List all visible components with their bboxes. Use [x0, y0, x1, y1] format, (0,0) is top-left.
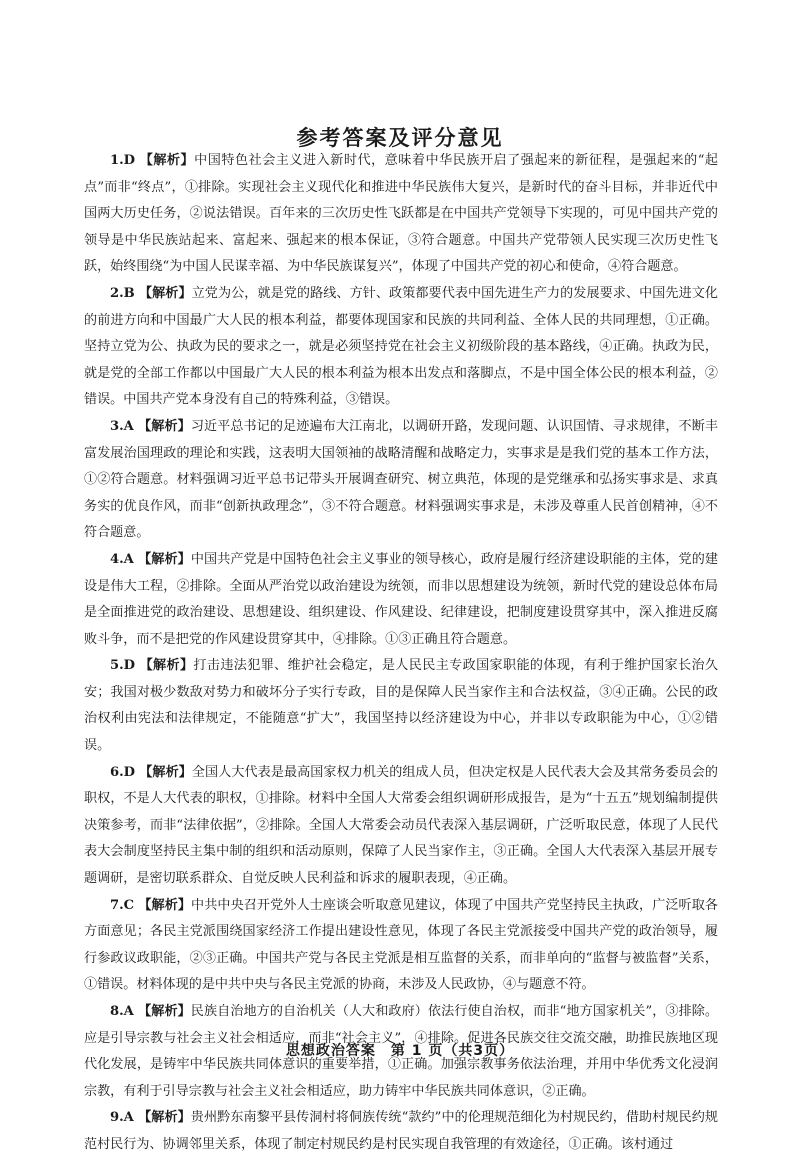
answer-item	[84, 893, 718, 999]
answer-text: 习近平总书记的足迹遍布大江南北，以调研开路，发现问题、认识国情、寻求规律，不断丰富发展治国理政的理论和实践，这表明大国领袖的战略清醒和战略定力，实事求是是我们党的基本工作方法，①②符合题意。材料强调习近平总书记带头开展调查研究、树立典范，体现的是党继承和弘扬实事求是、求真务实的优良作风，而非“创新执政理念”，③不符合题意。材料强调实事求是，未涉及尊重人民首创精神，④不符合题意。	[84, 418, 718, 541]
answer-list	[84, 148, 718, 1159]
answer-text: 贵州黔东南黎平县传洞村将侗族传统“款约”中的伦理规范细化为村规民约，借助村规民约规范村民行为、协调邻里关系，体现了制定村规民约是村民实现自我管理的有效途径，①正确。该村通过	[84, 1110, 719, 1152]
answer-text: 民族自治地方的自治机关（人大和政府）依法行使自治权，而非“地方国家机关”，③排除。应是引导宗教与社会主义社会相适应，而非“社会主义”，④排除。促进各民族交往交流交融，助推民族地区现代化发展，是铸牢中华民族共同体意识的重要举措，①正确。加强宗教事务依法治理，并用中华优秀文化浸润宗教，有利于引导宗教与社会主义社会相适应，助力铸牢中华民族共同体意识，②正确。	[84, 1004, 719, 1099]
answer-number: 8.A	[110, 1004, 134, 1019]
answer-number: 1.D	[110, 153, 136, 168]
answer-item	[84, 281, 718, 414]
analysis-tag: 【解析】	[139, 764, 192, 780]
answer-item	[84, 1105, 718, 1158]
page-footer: 思想政治答案 第 1 页（共3页）	[285, 1043, 515, 1059]
answer-text: 中国共产党是中国特色社会主义事业的领导核心，政府是履行经济建设职能的主体，党的建设是伟大工程，②排除。全面从严治党以政治建设为统领，而非以思想建设为统领，新时代党的建设总体布局是全面推进党的政治建设、思想建设、组织建设、作风建设、纪律建设，把制度建设贯穿其中，深入推进反腐败斗争，而不是把党的作风建设贯穿其中，④排除。①③正确且符合题意。	[84, 551, 718, 647]
analysis-tag: 【解析】	[138, 418, 191, 434]
answer-text: 中共中央召开党外人士座谈会听取意见建议，体现了中国共产党坚持民主执政，广泛听取各方面意见；各民主党派围绕国家经济工作提出建设性意见，体现了各民主党派接受中国共产党的政治领导，履行参政议政职能，②③正确。中国共产党与各民主党派是相互监督的关系，而非单向的“监督与被监督”关系，①错误。材料体现的是中共中央与各民主党派的协商，未涉及人民政协，④与题意不符。	[84, 897, 718, 993]
answer-item	[84, 653, 718, 759]
answer-number: 5.D	[110, 658, 136, 674]
answer-number: 2.B	[110, 285, 135, 301]
answer-number: 6.D	[110, 764, 136, 780]
answer-text: 中国特色社会主义进入新时代，意味着中华民族开启了强起来的新征程，是强起来的“起点”而非“终点”，①排除。实现社会主义现代化和推进中华民族伟大复兴，是新时代的奋斗目标，并非近代中国两大历史任务，②说法错误。百年来的三次历史性飞跃都是在中国共产党领导下实现的，可见中国共产党的领导是中华民族站起来、富起来、强起来的根本保证，③符合题意。中国共产党带领人民实现三次历史性飞跃，始终围绕“为中国人民谋幸福、为中华民族谋复兴”，体现了中国共产党的初心和使命，④符合题意。	[84, 153, 718, 275]
analysis-tag: 【解析】	[138, 1110, 191, 1126]
answer-item	[84, 414, 718, 547]
answer-item	[84, 547, 718, 653]
analysis-tag: 【解析】	[138, 897, 192, 913]
answer-number: 7.C	[110, 897, 135, 913]
analysis-tag: 【解析】	[138, 551, 191, 567]
page-title: 参考答案及评分意见	[296, 126, 504, 150]
analysis-tag: 【解析】	[139, 658, 194, 674]
answer-text: 立党为公，就是党的路线、方针、政策都要代表中国先进生产力的发展要求、中国先进文化的前进方向和中国最广大人民的根本利益，都要体现国家和民族的共同利益、全体人民的共同理想，①正确。坚持立党为公、执政为民的要求之一，就是必须坚持党在社会主义初级阶段的基本路线，④正确。执政为民，就是党的全部工作都以中国最广大人民的根本利益为根本出发点和落脚点，不是中国全体公民的根本利益，②错误。中国共产党本身没有自己的特殊利益，③错误。	[84, 285, 719, 408]
analysis-tag: 【解析】	[138, 1004, 191, 1019]
answer-text: 打击违法犯罪、维护社会稳定，是人民民主专政国家职能的体现，有利于维护国家长治久安；我国对极少数敌对势力和破坏分子实行专政，目的是保障人民当家作主和合法权益，③④正确。公民的政治权利由宪法和法律规定，不能随意“扩大”，我国坚持以经济建设为中心，并非以专政职能为中心，①②错误。	[84, 658, 718, 754]
answer-number: 9.A	[110, 1110, 134, 1126]
answer-number: 3.A	[110, 418, 134, 434]
answer-item	[84, 760, 718, 893]
analysis-tag: 【解析】	[138, 285, 192, 301]
answer-item	[84, 148, 718, 281]
analysis-tag: 【解析】	[139, 153, 195, 168]
answer-text: 全国人大代表是最高国家权力机关的组成人员，但决定权是人民代表大会及其常务委员会的职权，不是人大代表的职权，①排除。材料中全国人大常委会组织调研形成报告，是为“十五五”规划编制提供决策参考，而非“法律依据”，②排除。全国人大常委会动员代表深入基层调研，广泛听取民意，体现了人民代表大会制度坚持民主集中制的组织和活动原则，保障了人民当家作主，③正确。全国人大代表深入基层开展专题调研，是密切联系群众、自觉反映人民利益和诉求的履职表现，④正确。	[84, 764, 719, 887]
answer-number: 4.A	[110, 551, 134, 567]
